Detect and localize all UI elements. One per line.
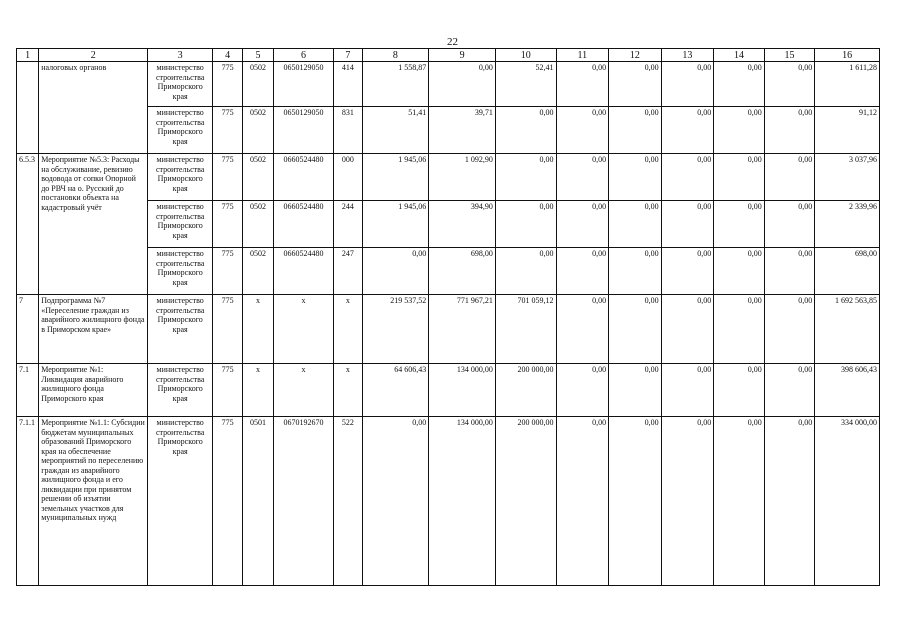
header-cell: 12 (609, 49, 662, 62)
value-cell: 0,00 (556, 295, 609, 364)
value-cell: 1 558,87 (362, 62, 429, 107)
value-cell: 0,00 (661, 295, 714, 364)
header-cell: 2 (39, 49, 148, 62)
value-cell: 0,00 (495, 201, 556, 248)
code-cell: x (334, 364, 362, 417)
value-cell: 0,00 (556, 417, 609, 586)
ministry-cell: министерство строительства Приморского края (148, 417, 213, 586)
value-cell: 0,00 (764, 154, 815, 201)
header-cell: 14 (714, 49, 765, 62)
value-cell: 0,00 (661, 62, 714, 107)
value-cell: 0,00 (661, 154, 714, 201)
value-cell: 1 945,06 (362, 201, 429, 248)
code-cell: 000 (334, 154, 362, 201)
total-cell: 698,00 (815, 248, 880, 295)
value-cell: 0,00 (764, 295, 815, 364)
code-cell: 244 (334, 201, 362, 248)
value-cell: 0,00 (609, 201, 662, 248)
value-cell: 1 092,90 (429, 154, 496, 201)
value-cell: 0,00 (764, 364, 815, 417)
value-cell: 0,00 (609, 107, 662, 154)
value-cell: 0,00 (661, 201, 714, 248)
ministry-cell: министерство строительства Приморского края (148, 248, 213, 295)
row-name: Мероприятие №1.1: Субсидии бюджетам муниципальных образований Приморского края на обеспечение мероприятий по переселению граждан из аварийного жилищного фонда и его ликвидации при принятом решении об изъятии земельных участков для муниципальных нужд (39, 417, 148, 586)
value-cell: 1 945,06 (362, 154, 429, 201)
code-cell: 0502 (243, 107, 273, 154)
row-id: 7.1 (17, 364, 39, 417)
value-cell: 0,00 (661, 107, 714, 154)
code-cell: 0660524480 (273, 154, 334, 201)
value-cell: 0,00 (556, 107, 609, 154)
value-cell: 698,00 (429, 248, 496, 295)
header-row (17, 49, 880, 62)
value-cell: 0,00 (764, 201, 815, 248)
table-row (17, 154, 880, 201)
code-cell: 414 (334, 62, 362, 107)
ministry-cell: министерство строительства Приморского края (148, 154, 213, 201)
total-cell: 1 692 563,85 (815, 295, 880, 364)
code-cell: 775 (213, 417, 243, 586)
row-id (17, 62, 39, 154)
row-id: 7.1.1 (17, 417, 39, 586)
header-cell: 16 (815, 49, 880, 62)
value-cell: 0,00 (661, 417, 714, 586)
code-cell: 0502 (243, 62, 273, 107)
code-cell: 0650129050 (273, 62, 334, 107)
value-cell: 0,00 (556, 154, 609, 201)
total-cell: 398 606,43 (815, 364, 880, 417)
value-cell: 200 000,00 (495, 364, 556, 417)
value-cell: 0,00 (661, 248, 714, 295)
value-cell: 771 967,21 (429, 295, 496, 364)
ministry-cell: министерство строительства Приморского края (148, 201, 213, 248)
value-cell: 0,00 (495, 107, 556, 154)
value-cell: 0,00 (362, 248, 429, 295)
code-cell: x (273, 295, 334, 364)
header-cell: 15 (764, 49, 815, 62)
value-cell: 0,00 (609, 62, 662, 107)
code-cell: 0502 (243, 248, 273, 295)
value-cell: 39,71 (429, 107, 496, 154)
ministry-cell: министерство строительства Приморского края (148, 364, 213, 417)
header-cell: 10 (495, 49, 556, 62)
header-cell: 7 (334, 49, 362, 62)
value-cell: 0,00 (714, 107, 765, 154)
row-name: налоговых органов (39, 62, 148, 154)
code-cell: 775 (213, 201, 243, 248)
table-row (17, 417, 880, 586)
code-cell: 831 (334, 107, 362, 154)
value-cell: 0,00 (495, 154, 556, 201)
value-cell: 0,00 (764, 107, 815, 154)
total-cell: 3 037,96 (815, 154, 880, 201)
value-cell: 0,00 (714, 201, 765, 248)
value-cell: 200 000,00 (495, 417, 556, 586)
code-cell: 0650129050 (273, 107, 334, 154)
header-cell: 6 (273, 49, 334, 62)
value-cell: 0,00 (556, 62, 609, 107)
header-cell: 13 (661, 49, 714, 62)
value-cell: 52,41 (495, 62, 556, 107)
code-cell: 775 (213, 364, 243, 417)
ministry-cell: министерство строительства Приморского края (148, 107, 213, 154)
code-cell: 775 (213, 62, 243, 107)
total-cell: 91,12 (815, 107, 880, 154)
value-cell: 0,00 (714, 295, 765, 364)
value-cell: 0,00 (556, 201, 609, 248)
table-row (17, 364, 880, 417)
code-cell: 0502 (243, 154, 273, 201)
code-cell: x (243, 364, 273, 417)
row-id: 7 (17, 295, 39, 364)
header-cell: 3 (148, 49, 213, 62)
total-cell: 2 339,96 (815, 201, 880, 248)
value-cell: 0,00 (609, 154, 662, 201)
total-cell: 334 000,00 (815, 417, 880, 586)
code-cell: x (334, 295, 362, 364)
row-name: Мероприятие №1: Ликвидация аварийного жилищного фонда Приморского края (39, 364, 148, 417)
value-cell: 64 606,43 (362, 364, 429, 417)
value-cell: 0,00 (362, 417, 429, 586)
code-cell: x (273, 364, 334, 417)
table-row (17, 62, 880, 107)
value-cell: 0,00 (609, 295, 662, 364)
code-cell: 0660524480 (273, 248, 334, 295)
ministry-cell: министерство строительства Приморского края (148, 295, 213, 364)
ministry-cell: министерство строительства Приморского края (148, 62, 213, 107)
value-cell: 0,00 (714, 364, 765, 417)
budget-table (16, 48, 880, 586)
header-cell: 1 (17, 49, 39, 62)
total-cell: 1 611,28 (815, 62, 880, 107)
value-cell: 134 000,00 (429, 364, 496, 417)
value-cell: 0,00 (714, 248, 765, 295)
value-cell: 0,00 (764, 417, 815, 586)
header-cell: 5 (243, 49, 273, 62)
code-cell: 775 (213, 154, 243, 201)
value-cell: 0,00 (609, 248, 662, 295)
code-cell: 247 (334, 248, 362, 295)
value-cell: 0,00 (556, 248, 609, 295)
header-cell: 9 (429, 49, 496, 62)
value-cell: 0,00 (556, 364, 609, 417)
table-row (17, 295, 880, 364)
row-name: Мероприятие №5.3: Расходы на обслуживание, ревизию водовода от сопки Опорной до РВЧ на о. Русский до постановки объекта на кадастровый учёт (39, 154, 148, 295)
value-cell: 134 000,00 (429, 417, 496, 586)
value-cell: 0,00 (609, 364, 662, 417)
value-cell: 0,00 (714, 62, 765, 107)
code-cell: x (243, 295, 273, 364)
code-cell: 0501 (243, 417, 273, 586)
header-cell: 4 (213, 49, 243, 62)
row-name: Подпрограмма №7 «Переселение граждан из аварийного жилищного фонда в Приморском крае» (39, 295, 148, 364)
code-cell: 0502 (243, 201, 273, 248)
code-cell: 775 (213, 248, 243, 295)
value-cell: 0,00 (661, 364, 714, 417)
code-cell: 0670192670 (273, 417, 334, 586)
row-id: 6.5.3 (17, 154, 39, 295)
code-cell: 775 (213, 295, 243, 364)
value-cell: 701 059,12 (495, 295, 556, 364)
value-cell: 0,00 (764, 248, 815, 295)
code-cell: 522 (334, 417, 362, 586)
value-cell: 0,00 (495, 248, 556, 295)
value-cell: 394,90 (429, 201, 496, 248)
code-cell: 775 (213, 107, 243, 154)
page-number: 22 (447, 36, 458, 48)
code-cell: 0660524480 (273, 201, 334, 248)
value-cell: 0,00 (764, 62, 815, 107)
header-cell: 11 (556, 49, 609, 62)
value-cell: 0,00 (714, 154, 765, 201)
value-cell: 51,41 (362, 107, 429, 154)
value-cell: 0,00 (609, 417, 662, 586)
value-cell: 219 537,52 (362, 295, 429, 364)
header-cell: 8 (362, 49, 429, 62)
value-cell: 0,00 (714, 417, 765, 586)
value-cell: 0,00 (429, 62, 496, 107)
